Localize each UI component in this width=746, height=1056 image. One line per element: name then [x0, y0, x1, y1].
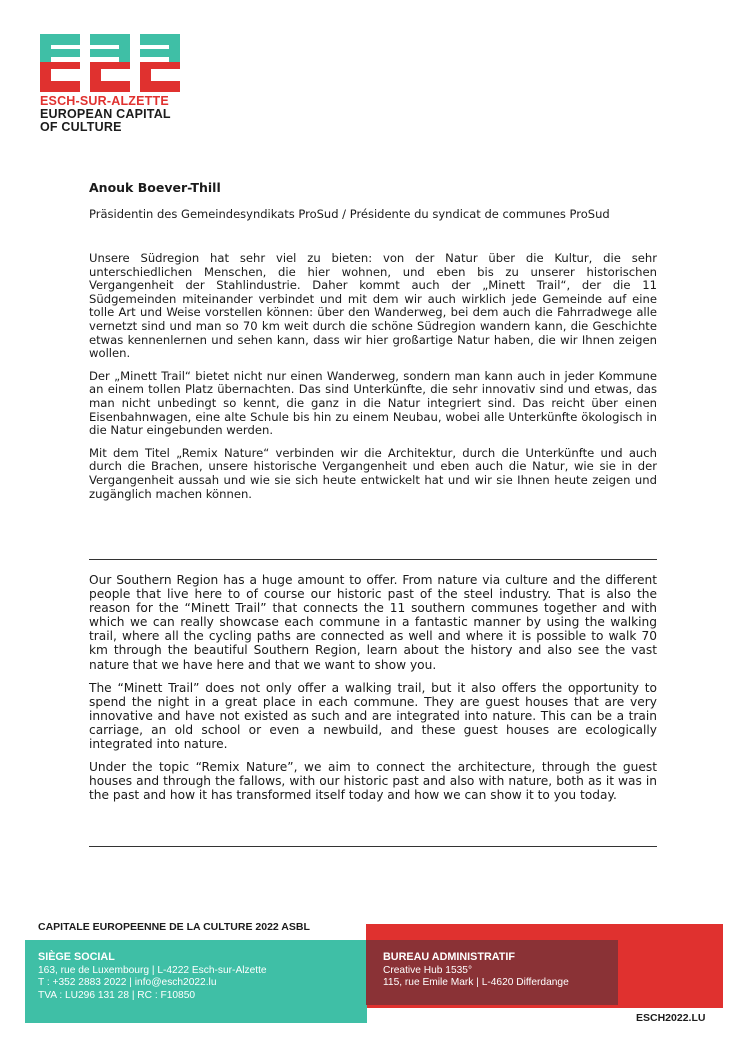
english-paragraph: Under the topic “Remix Nature”, we aim to connect the architecture, through the guest houses and through the fallows, with our historic past and also with nature, both as it was in the past and how it has transformed itself today and how we can show it to you today. [89, 760, 657, 803]
footer-seat-details [38, 951, 267, 1002]
seat-tax: TVA : LU296 131 28 | RC : F10850 [38, 989, 196, 1001]
german-paragraph: Mit dem Titel „Remix Nature“ verbinden wir die Architektur, durch die Unterkünfte und auch durch die Brachen, unsere historische Vergangenheit und eben auch die Natur, wie sie in der Vergangenheit aussah und wie sie sich heute entwickelt hat und wir sie Ihnen heute zeigen und zugänglich machen können. [89, 445, 657, 501]
german-paragraph: Der „Minett Trail“ bietet nicht nur einen Wanderweg, sondern man kann auch in jeder Kommune an einem tollen Platz übernachten. Das sind Unterkünfte, die sehr innovativ sind und etwas, das man nicht unbedingt so kennt, die ganz in die Natur integriert sind. Das reicht über einen Eisenbahnwagen, eine alte Schule bis hin zu einem Neubau, wobei alle Unterkünfte ökologisch in die Natur eingebunden werden. [89, 368, 657, 438]
author-role: Präsidentin des Gemeindesyndikats ProSud / Présidente du syndicat de communes ProSud [89, 207, 610, 221]
seat-heading: SIÈGE SOCIAL [38, 951, 115, 963]
office-address: 115, rue Emile Mark | L-4620 Differdange [383, 977, 569, 988]
english-section [89, 573, 657, 811]
german-paragraph: Unsere Südregion hat sehr viel zu bieten: von der Natur über die Kultur, die sehr unterschiedlichen Menschen, die hier wohnen, und eben bis zu unserer historischen Vergangenheit der Stahlindustrie. Daher kommt auch der „Minett Trail“, der die 11 Südgemeinden miteinander verbindet und mit dem wir auch wirklich jede Gemeinde auf eine tolle Art und Weise vorstellen können: über den Wanderweg, bei dem auch die Fahrradwege alle vernetzt sind und man so 70 km weit durch die schöne Südregion wandern kann, die Geschichte etwas kennenlernen und sehen kann, dass wir hier großartige Natur haben, die wir Ihnen zeigen wollen. [89, 251, 657, 361]
german-section [89, 252, 657, 510]
author-name: Anouk Boever-Thill [89, 180, 221, 195]
footer-office-details [383, 951, 569, 990]
section-divider [89, 559, 657, 560]
office-building: Creative Hub 1535° [383, 964, 473, 976]
seat-contact: T : +352 2883 2022 | info@esch2022.lu [38, 977, 217, 988]
section-divider [89, 846, 657, 847]
footer-website: ESCH2022.LU [636, 1012, 706, 1024]
logo-line-city: ESCH-SUR-ALZETTE [40, 94, 169, 108]
english-paragraph: Our Southern Region has a huge amount to offer. From nature via culture and the different people that live here to of course our historic past of the steel industry. That is also the reason for the “Minett Trail” that connects the 11 southern communes together and with which we can really showcase each commune in a fantastic manner by using the walking trail, where all the cycling paths are connected as well and where it is possible to walk 70 km through the beautiful Southern Region, learn about the history and also see the vast nature that we have here and that we want to show you. [89, 573, 657, 672]
esch2022-logo [40, 34, 180, 92]
seat-address: 163, rue de Luxembourg | L-4222 Esch-sur-Alzette [38, 964, 267, 976]
footer-organization: CAPITALE EUROPEENNE DE LA CULTURE 2022 ASBL [38, 921, 310, 933]
logo-line-culture: OF CULTURE [40, 120, 122, 134]
english-paragraph: The “Minett Trail” does not only offer a walking trail, but it also offers the opportunity to spend the night in a great place in each commune. They are guest houses that are very innovative and have not existed as such and are integrated into nature. This can be a train carriage, an old school or even a newbuild, and these guest houses are ecologically integrated into nature. [89, 680, 657, 752]
logo-wordmark [40, 95, 171, 134]
office-heading: BUREAU ADMINISTRATIF [383, 951, 515, 963]
logo-line-capital: EUROPEAN CAPITAL [40, 107, 171, 121]
